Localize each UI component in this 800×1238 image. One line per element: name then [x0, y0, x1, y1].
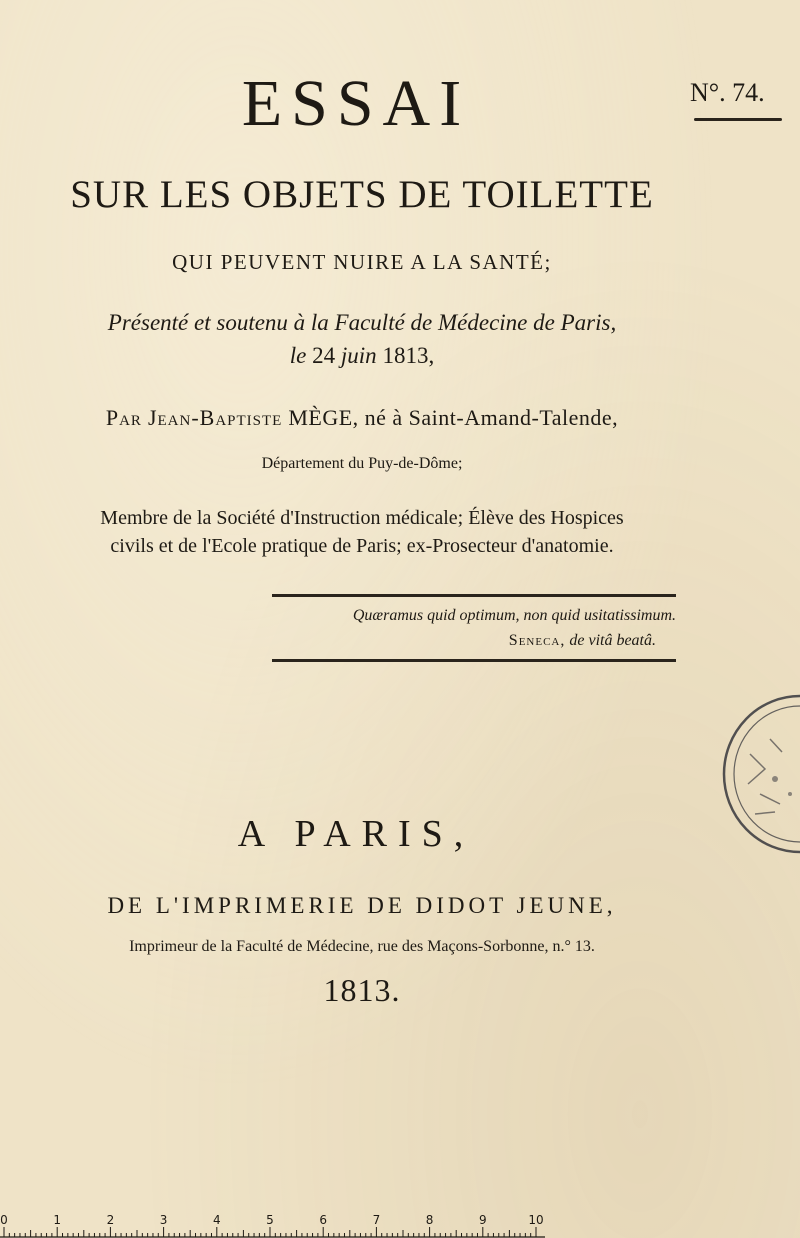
scale-ruler	[0, 1205, 545, 1238]
ruler-label: 0	[0, 1213, 8, 1227]
ruler-label: 3	[159, 1213, 168, 1227]
ruler-label: 9	[478, 1213, 487, 1227]
imprint-year: 1813.	[323, 972, 401, 1008]
ruler-label: 6	[319, 1213, 328, 1227]
ruler-label: 1	[53, 1213, 62, 1227]
document-title: ESSAI	[241, 67, 471, 140]
date-prefix: le	[289, 343, 307, 368]
author-line	[0, 405, 724, 431]
ruler-label: 5	[266, 1213, 274, 1227]
subtitle-line-2: QUI PEUVENT NUIRE A LA SANTÉ;	[172, 250, 552, 274]
epigraph-author: Seneca,	[508, 632, 566, 649]
presentation-date-line	[0, 343, 724, 369]
imprint-printer: DE L'IMPRIMERIE DE DIDOT JEUNE,	[107, 893, 617, 918]
author-first-name: Jean-Baptiste	[147, 405, 283, 430]
library-stamp	[720, 694, 800, 854]
ruler-label: 10	[528, 1213, 544, 1227]
date-day: 24	[312, 343, 336, 368]
subtitle-line-1: SUR LES OBJETS DE TOILETTE	[70, 173, 654, 216]
epigraph-bottom-rule	[272, 659, 676, 662]
ruler-label: 7	[372, 1213, 381, 1227]
department-line: Département du Puy-de-Dôme;	[261, 455, 463, 472]
membership-line-1: Membre de la Société d'Instruction médicale; Élève des Hospices	[100, 507, 624, 529]
ruler-label: 2	[106, 1213, 115, 1227]
document-number: N°. 74.	[690, 78, 765, 107]
epigraph-source	[272, 632, 656, 650]
author-par: Par	[105, 405, 142, 430]
ruler-label: 4	[212, 1213, 221, 1227]
membership-line-2: civils et de l'Ecole pratique de Paris; ex-Prosecteur d'anatomie.	[110, 535, 614, 557]
epigraph-work: de vitâ beatâ.	[569, 632, 656, 649]
document-number-underline	[694, 118, 782, 121]
ruler-label: 8	[425, 1213, 434, 1227]
epigraph-top-rule	[272, 594, 676, 597]
imprint-place: A PARIS,	[237, 813, 475, 855]
author-surname: MÈGE,	[288, 405, 359, 430]
epigraph-quote: Quæramus quid optimum, non quid usitatissimum.	[352, 607, 676, 624]
date-year: 1813,	[382, 343, 435, 368]
date-month: juin	[340, 343, 377, 368]
presentation-line-1: Présenté et soutenu à la Faculté de Médecine de Paris,	[107, 310, 617, 335]
author-birthplace: né à Saint-Amand-Talende,	[364, 405, 619, 430]
imprint-address: Imprimeur de la Faculté de Médecine, rue des Maçons-Sorbonne, n.° 13.	[129, 938, 595, 955]
